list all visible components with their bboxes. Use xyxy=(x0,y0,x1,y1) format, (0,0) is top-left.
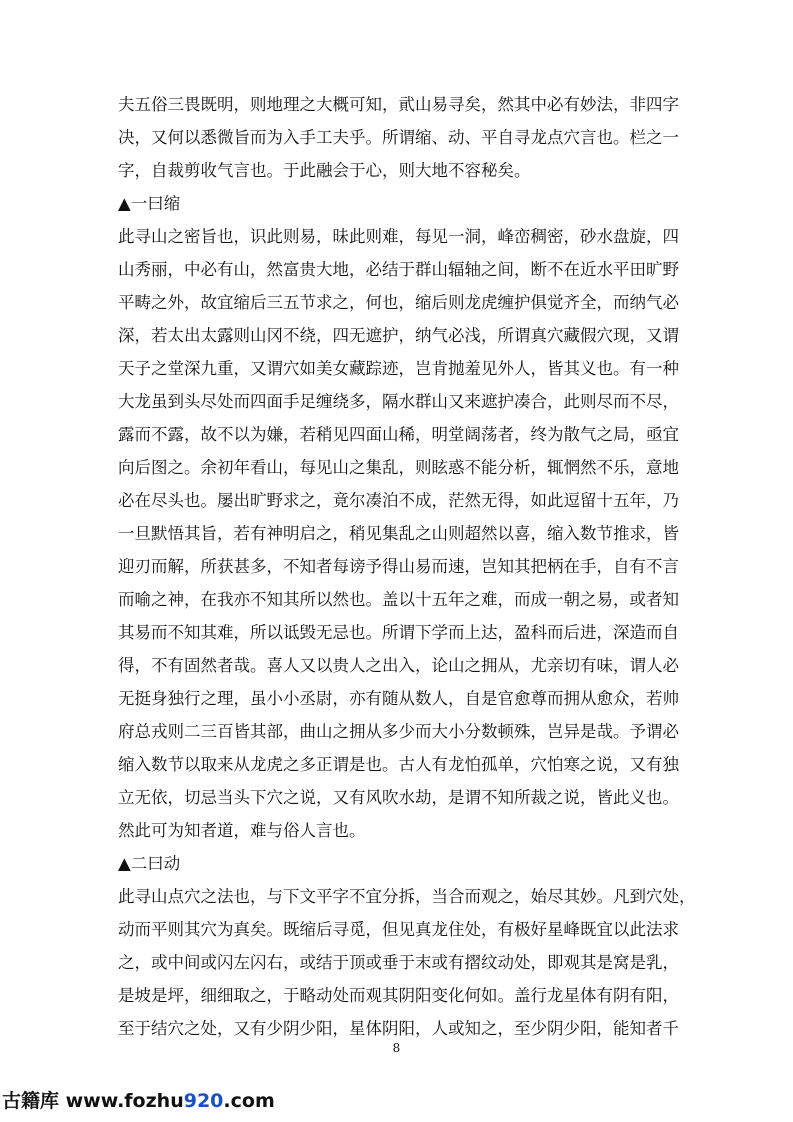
watermark-site-name: 古籍库 xyxy=(2,1090,60,1112)
text-line: 然此可为知者道，难与俗人言也。 xyxy=(118,821,366,840)
section-heading-dong: ▲二曰动 xyxy=(118,854,181,873)
text-line: 动而平则其穴为真矣。既缩后寻觅，但见真龙住处，有极好星峰既宜以此法求 xyxy=(118,920,679,939)
text-line: 决，又何以悉微旨而为入手工夫乎。所谓缩、动、平自寻龙点穴言也。栏之一 xyxy=(118,128,679,147)
text-line: 夫五俗三畏既明，则地理之大概可知，貮山易寻矣，然其中必有妙法，非四字 xyxy=(118,95,679,114)
text-line: 府总戎则二三百皆其部，曲山之拥从多少而大小分数顿殊，岂异是哉。予谓必 xyxy=(118,722,679,741)
text-line: 天子之堂深九重，又谓穴如美女藏踪迹，岂肯抛羞见外人，皆其义也。有一种 xyxy=(118,359,679,378)
text-line: 至于结穴之处，又有少阴少阳，星体阴阳，人或知之，至少阴少阳，能知者千 xyxy=(118,1019,679,1038)
section-heading-suo: ▲一曰缩 xyxy=(118,194,181,213)
text-line: 之，或中间或闪左闪右，或结于顶或垂于末或有摺纹动处，即观其是窝是乳， xyxy=(118,953,679,972)
text-line: 山秀丽，中必有山，然富贵大地，必结于群山辐轴之间，断不在近水平田旷野 xyxy=(118,260,679,279)
text-line: 一旦默悟其旨，若有神明启之，稍见集乱之山则超然以喜，缩入数节推求，皆 xyxy=(118,524,679,543)
document-body xyxy=(118,88,696,1045)
text-line: 立无依，切忌当头下穴之说，又有风吹水劫，是谓不知所裁之说，皆此义也。 xyxy=(118,788,679,807)
text-line: 大龙虽到头尽处而四面手足缠绕多，隔水群山又来遮护凑合，此则尽而不尽， xyxy=(118,392,679,411)
text-line: 向后图之。余初年看山，每见山之集乱，则眩惑不能分析，辄惘然不乐，意地 xyxy=(118,458,679,477)
text-line: 得，不有固然者哉。喜人又以贵人之出入，论山之拥从，尤亲切有味，谓人必 xyxy=(118,656,679,675)
watermark-url-number: 920 xyxy=(183,1090,224,1112)
text-line: 此寻山之密旨也，识此则易，昧此则难，每见一洞，峰峦稠密，砂水盘旋，四 xyxy=(118,227,679,246)
text-line: 平畴之外，故宜缩后三五节求之，何也，缩后则龙虎缠护俱觉齐全，而纳气必 xyxy=(118,293,679,312)
page-number: 8 xyxy=(392,1041,401,1055)
text-line: 缩入数节以取来从龙虎之多正谓是也。古人有龙怕孤单，穴怕寒之说，又有独 xyxy=(118,755,679,774)
text-line: 字，自裁剪收气言也。于此融会于心，则大地不容秘矣。 xyxy=(118,161,531,180)
text-line: 而喻之神，在我亦不知其所以然也。盖以十五年之难，而成一朝之易，或者知 xyxy=(118,590,679,609)
watermark-url-prefix: www.fozhu xyxy=(59,1090,184,1112)
text-line: 迎刃而解，所获甚多，不知者每谤予得山易而速，岂知其把柄在手，自有不言 xyxy=(118,557,679,576)
text-line: 深，若太出太露则山冈不绕，四无遮护，纳气必浅，所谓真穴藏假穴现，又谓 xyxy=(118,326,679,345)
text-line: 其易而不知其难，所以诋毁无忌也。所谓下学而上达，盈科而后进，深造而自 xyxy=(118,623,679,642)
watermark-url-suffix: .com xyxy=(223,1090,275,1112)
text-line: 无挺身独行之理，虽小小丞尉，亦有随从数人，自是官愈尊而拥从愈众，若帅 xyxy=(118,689,679,708)
text-line: 露而不露，故不以为嫌，若稍见四面山稀，明堂阔荡者，终为散气之局，亟宜 xyxy=(118,425,679,444)
text-line: 此寻山点穴之法也，与下文平字不宜分拆，当合而观之，始尽其妙。凡到穴处， xyxy=(118,887,696,906)
watermark-banner xyxy=(2,1088,275,1114)
text-line: 是坡是坪，细细取之，于略动处而观其阴阳变化何如。盖行龙星体有阴有阳， xyxy=(118,986,679,1005)
text-line: 必在尽头也。屡出旷野求之，竟尔凑泊不成，茫然无得，如此逗留十五年，乃 xyxy=(118,491,679,510)
